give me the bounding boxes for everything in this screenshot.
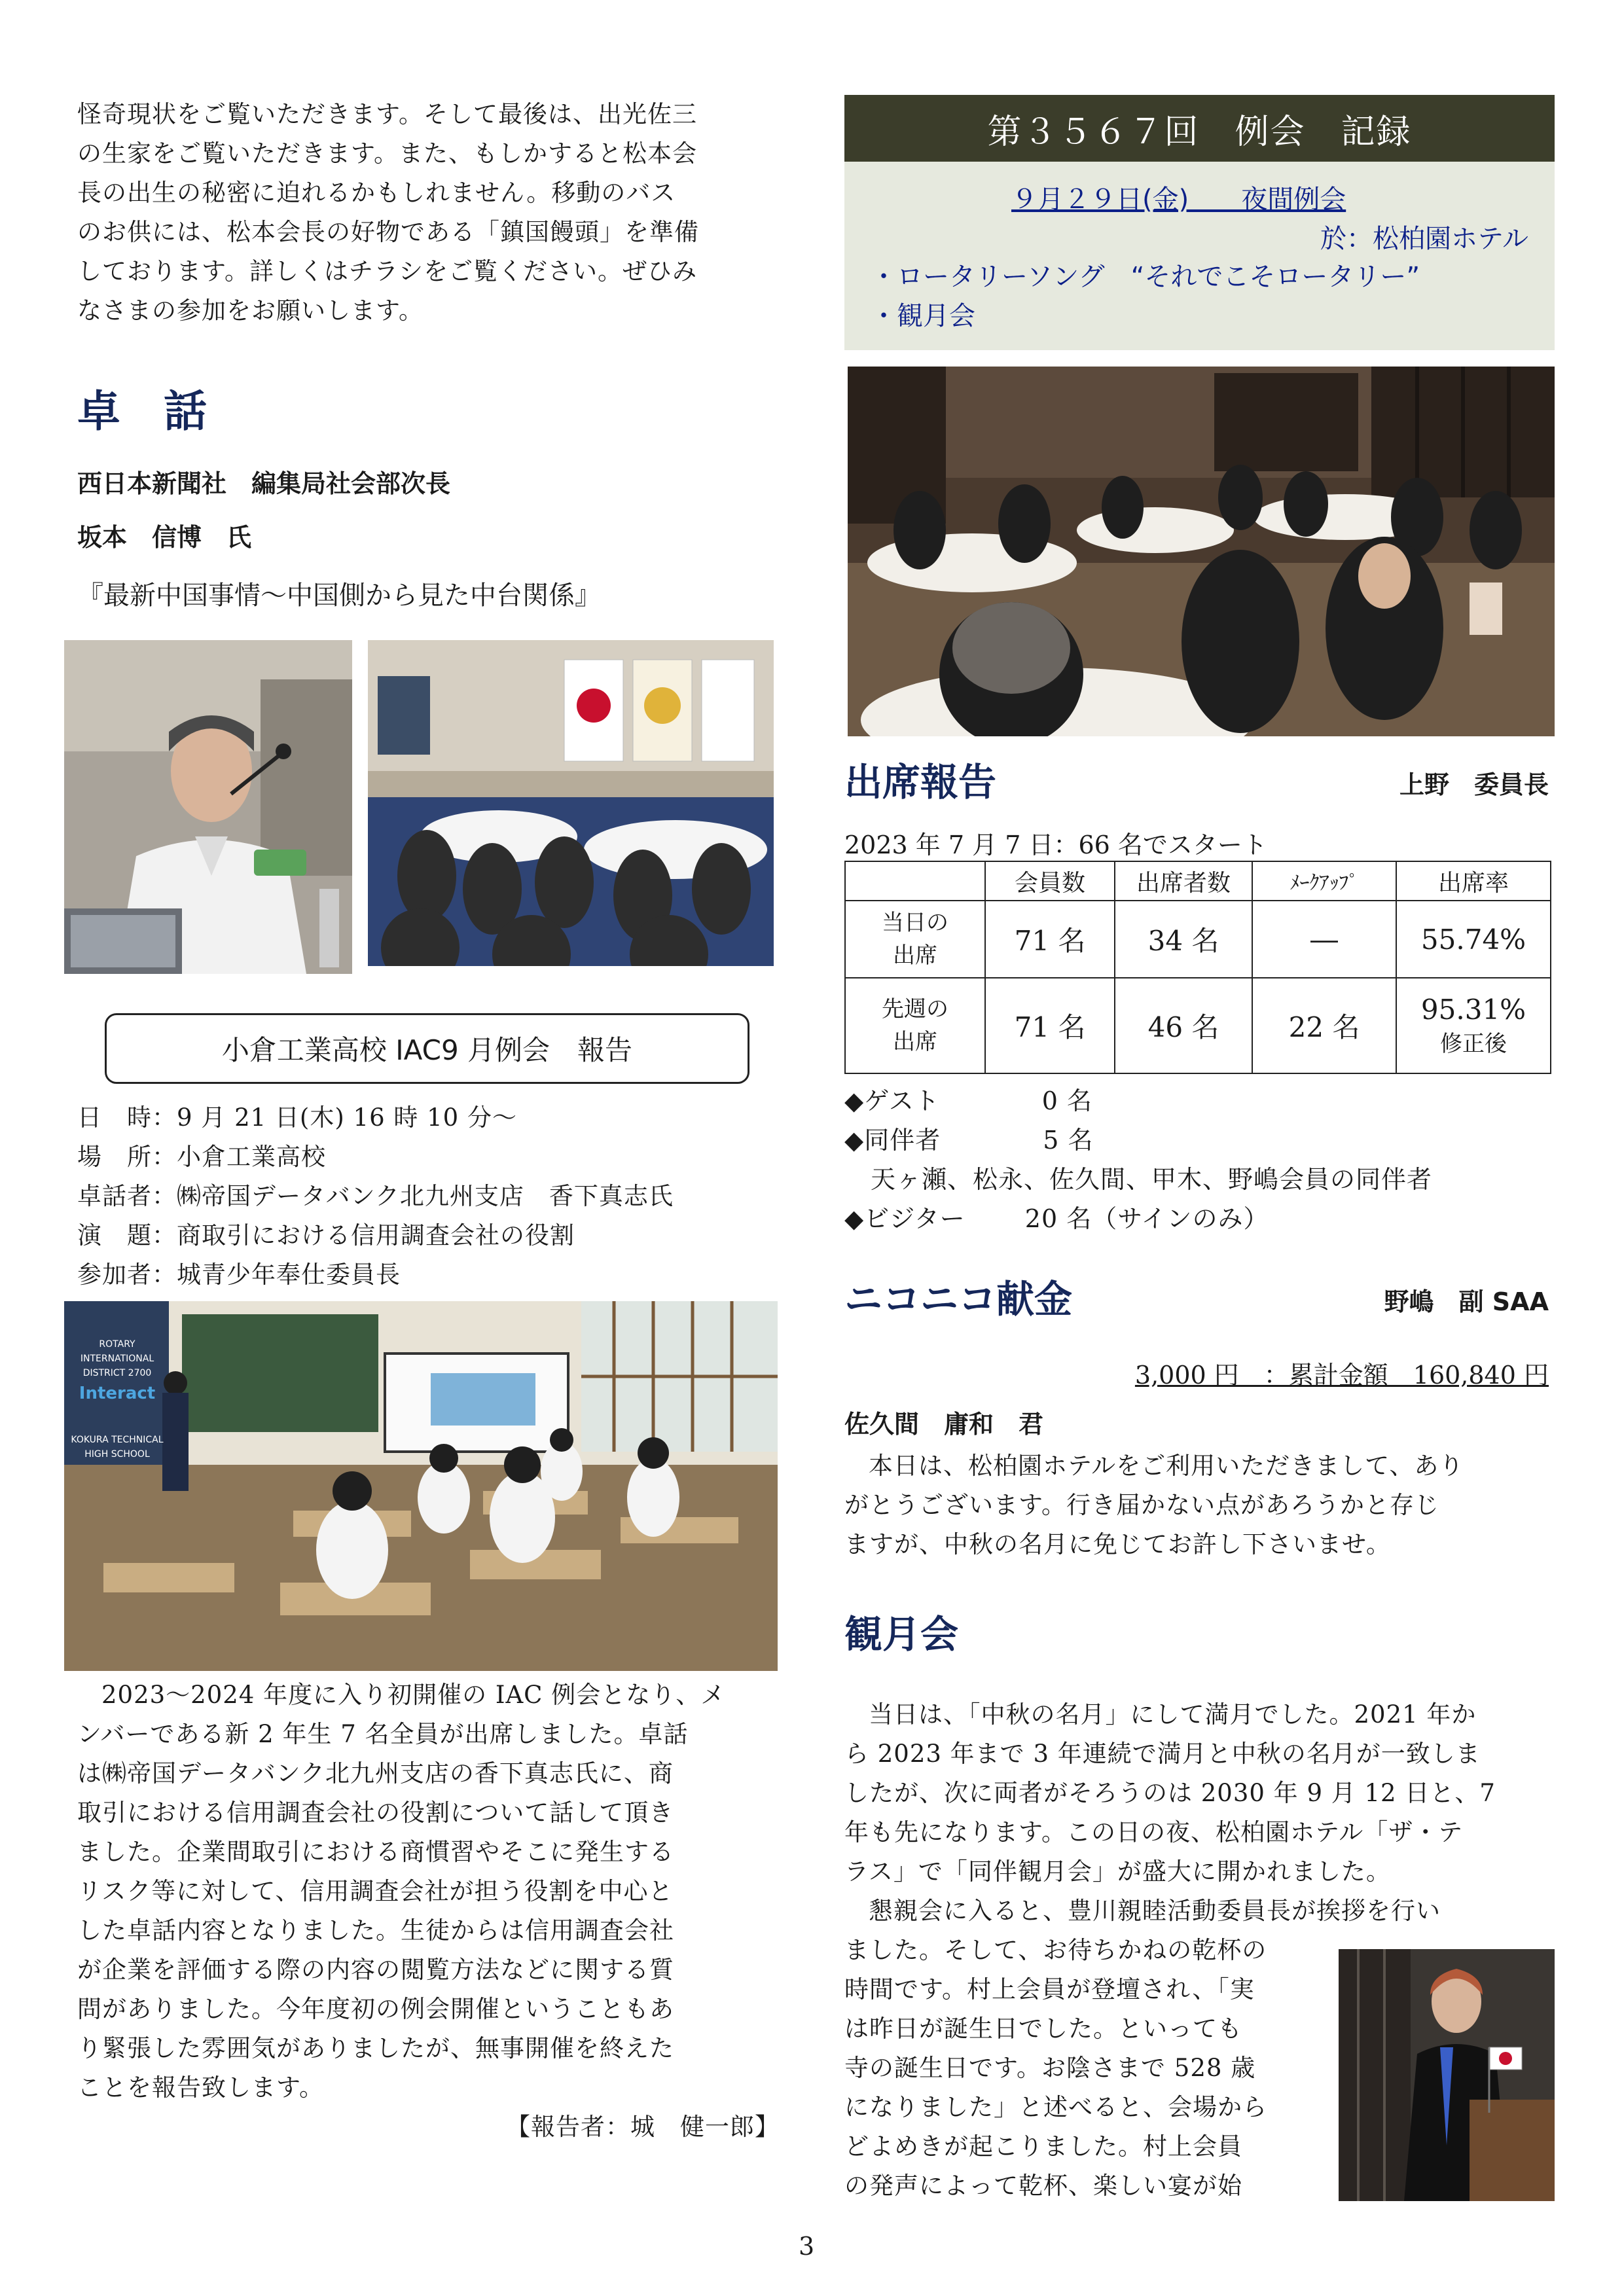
donor-name: 佐久間 庸和 君 bbox=[844, 1410, 1044, 1439]
nikoniko-heading: ニコニコ献金 bbox=[844, 1277, 1073, 1321]
nikoniko-chair: 野嶋 副 SAA bbox=[1384, 1287, 1549, 1316]
detail-row: 卓話者：㈱帝国データバンク北九州支店 香下真志氏 bbox=[77, 1182, 674, 1210]
table-row: 先週の 出席 71 名 46 名 22 名 95.31% 修正後 bbox=[845, 978, 1551, 1073]
iac-report-paragraph bbox=[77, 1676, 797, 2108]
program-item: ・観月会 bbox=[871, 301, 975, 331]
intro-paragraph bbox=[77, 95, 791, 331]
col-header: 会員数 bbox=[985, 861, 1115, 901]
kangetsu-paragraph-narrow: ました。そして、お待ちかねの乾杯の 時間です。村上会員が登壇され、「実 は昨日が誕生日でした。といっても 寺の誕生日です。お陰さまで 528 歳 になりました」と述べると、会場から どよめきが起こりました。村上会員 の発声によって乾杯、楽しい宴が始 bbox=[844, 1936, 1267, 2200]
attendance-start: 2023 年 7 月 7 日：66 名でスタート bbox=[844, 831, 1267, 859]
report-line: 2023～2024 年度に入り初開催の IAC 例会となり、メ bbox=[101, 1681, 726, 1709]
intro-line: 怪奇現状をご覧いただきます。そして最後は、出光佐三 bbox=[77, 100, 698, 128]
donation-message: 本日は、松柏園ホテルをご利用いただきまして、あり がとうございます。行き届かない点があろうかと存じ ますが、中秋の名月に免じてお許し下さいませ。 bbox=[844, 1452, 1464, 1558]
intro-line: の生家をご覧いただきます。また、もしかすると松本会 bbox=[77, 139, 698, 168]
classroom-photo bbox=[64, 1301, 778, 1671]
intro-line: 長の出生の秘密に迫れるかもしれません。移動のバス bbox=[77, 179, 676, 207]
report-line: が企業を評価する際の内容の閲覧方法などに関する質 bbox=[77, 1956, 674, 1984]
attendance-heading: 出席報告 bbox=[844, 760, 997, 804]
table-row: 当日の 出席 71 名 34 名 ― 55.74% bbox=[845, 901, 1551, 978]
guest-info: ◆ゲスト 0 名 ◆同伴者 5 名 天ヶ瀬、松永、佐久間、甲木、野嶋会員の同伴者 ◆ビジター 20 名（サインのみ） bbox=[844, 1086, 1433, 1233]
meeting-record-box bbox=[844, 95, 1555, 350]
intro-line: なさまの参加をお願いします。 bbox=[77, 296, 424, 325]
report-line: した卓話内容となりました。生徒からは信用調査会社 bbox=[77, 1916, 674, 1945]
intro-line: のお供には、松本会長の好物である「鎮国饅頭」を準備 bbox=[77, 218, 699, 246]
detail-row: 演 題：商取引における信用調査会社の役割 bbox=[77, 1221, 575, 1249]
report-line: ました。企業間取引における商慣習やそこに発生する bbox=[77, 1838, 674, 1866]
report-line: リスク等に対して、信用調査会社が担う役割を中心と bbox=[77, 1877, 674, 1905]
col-header: ﾒｰｸｱｯﾌﾟ bbox=[1252, 861, 1396, 901]
banner-text: ROTARY INTERNATIONAL DISTRICT 2700 Interact KOKURA TECHNICAL HIGH SCHOOL bbox=[71, 1339, 164, 1460]
kangetsu-heading: 観月会 bbox=[844, 1612, 959, 1657]
detail-row: 場 所：小倉工業高校 bbox=[77, 1143, 326, 1171]
iac-report-box bbox=[105, 1013, 749, 1084]
iac-details bbox=[77, 1098, 791, 1295]
col-header: 出席者数 bbox=[1115, 861, 1252, 901]
kangetsu-paragraph: 当日は、「中秋の名月」にして満月でした。2021 年か ら 2023 年まで 3 年連続で満月と中秋の名月が一致しま したが、次に両者がそろうのは 2030 年 9 月 12 日と、7 年も先になります。この日の夜、松柏園ホテル「ザ・テ ラス」で「同伴観月会」が盛大に開かれました。 懇親会に入ると、豊川親睦活動委員長が挨拶を行い bbox=[844, 1700, 1496, 1925]
detail-row: 参加者：城青少年奉仕委員長 bbox=[77, 1261, 401, 1289]
donation-amount: 3,000 円 ：累計金額 160,840 円 bbox=[1134, 1361, 1549, 1390]
report-line: ンバーである新 2 年生 7 名全員が出席しました。卓話 bbox=[77, 1720, 689, 1748]
speaker-affiliation: 西日本新聞社 編集局社会部次長 bbox=[77, 469, 451, 498]
podium-speaker-photo bbox=[1339, 1949, 1555, 2201]
speaker-photo bbox=[64, 640, 352, 974]
report-line: り緊張した雰囲気がありましたが、無事開催を終えた bbox=[77, 2034, 674, 2062]
takuwa-heading: 卓 話 bbox=[77, 386, 207, 437]
page-number: 3 bbox=[799, 2232, 815, 2261]
meeting-record-title: 第３５６７回 例会 記録 bbox=[844, 95, 1555, 162]
iac-report-title: 小倉工業高校 IAC9 月例会 報告 bbox=[221, 1034, 633, 1066]
attendance-table bbox=[844, 861, 1551, 1074]
banquet-photo bbox=[848, 367, 1555, 736]
detail-row: 日 時：9 月 21 日(木) 16 時 10 分～ bbox=[77, 1103, 517, 1132]
program-item: ・ロータリーソング “それでこそロータリー” bbox=[871, 262, 1420, 292]
intro-line: しております。詳しくはチラシをご覧ください。ぜひみ bbox=[77, 257, 698, 285]
reporter-credit: 【報告者：城 健一郎】 bbox=[506, 2113, 780, 2141]
report-line: は㈱帝国データバンク北九州支店の香下真志氏に、商 bbox=[77, 1759, 674, 1787]
report-line: 取引における信用調査会社の役割について話して頂き bbox=[77, 1799, 674, 1827]
speech-title: 『最新中国事情～中国側から見た中台関係』 bbox=[77, 581, 601, 611]
col-header: 出席率 bbox=[1396, 861, 1551, 901]
attendance-chair: 上野 委員長 bbox=[1399, 770, 1549, 799]
meeting-date: ９月２９日(金) 夜間例会 bbox=[1011, 185, 1346, 215]
speaker-name: 坂本 信博 氏 bbox=[77, 523, 252, 552]
meeting-venue: 於：松柏園ホテル bbox=[1320, 224, 1528, 254]
report-line: ことを報告致します。 bbox=[77, 2073, 325, 2102]
meeting-room-photo bbox=[368, 640, 774, 966]
report-line: 問がありました。今年度初の例会開催ということもあ bbox=[77, 1995, 674, 2023]
